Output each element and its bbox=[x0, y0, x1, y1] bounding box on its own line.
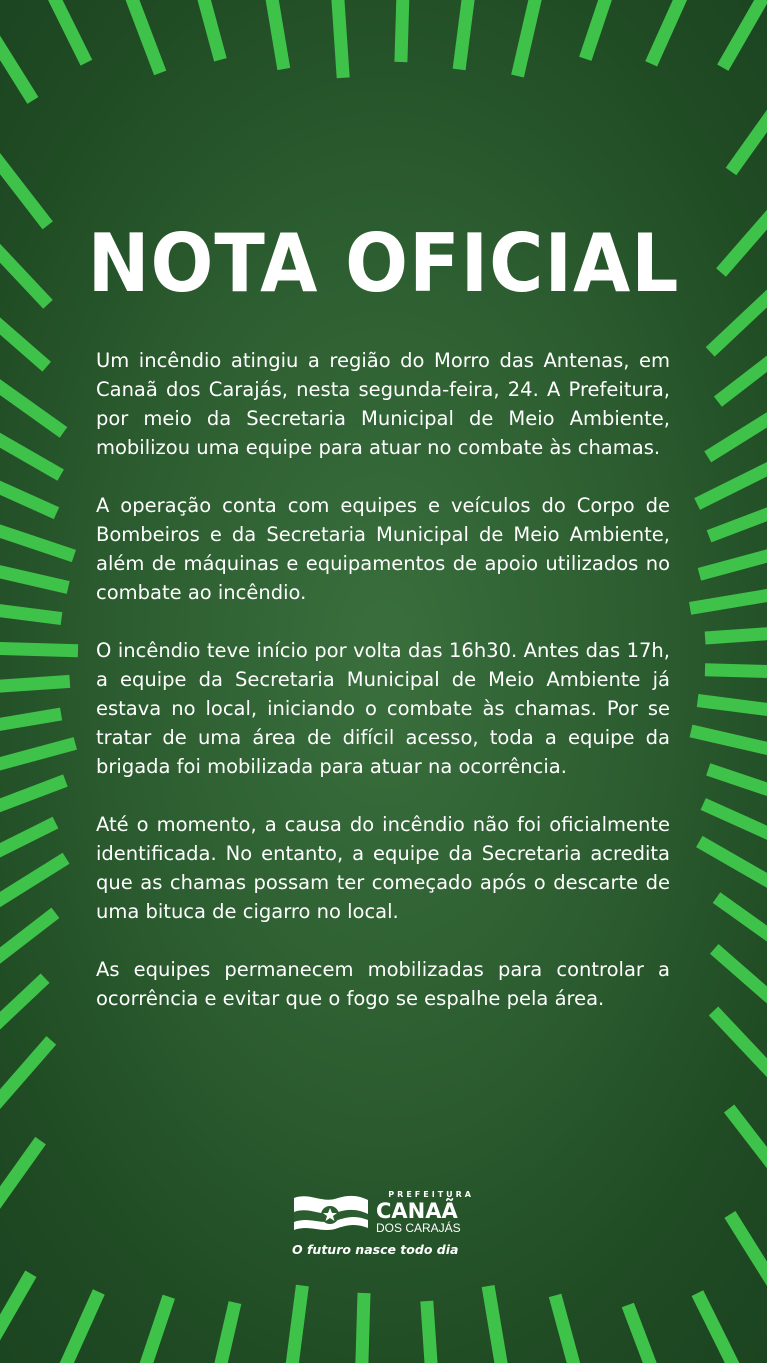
ray-dash bbox=[697, 1293, 741, 1363]
ray-dash bbox=[269, 0, 284, 69]
ray-dash bbox=[731, 105, 767, 172]
ray-dash bbox=[0, 823, 56, 860]
ray-dash bbox=[714, 1011, 767, 1082]
ray-dash bbox=[651, 0, 688, 64]
ray-dash bbox=[337, 0, 344, 78]
ray-dash bbox=[0, 480, 57, 514]
ray-dash bbox=[217, 1303, 235, 1363]
ray-dash bbox=[459, 0, 471, 69]
paragraph-1: Um incêndio atingiu a região do Morro das Antenas, em Canaã dos Carajás, nesta segunda-feira, 24. A Prefeitura, por meio da Secretaria Municipal de Meio Ambiente, mobilizou uma equipe para atuar no combate às chamas. bbox=[96, 349, 670, 459]
ray-dash bbox=[290, 1286, 303, 1363]
ray-dash bbox=[708, 409, 767, 457]
ray-dash bbox=[691, 731, 767, 753]
ray-dash bbox=[717, 898, 767, 946]
ray-dash bbox=[0, 978, 45, 1034]
ray-dash bbox=[125, 0, 160, 73]
paragraph-3: O incêndio teve início por volta das 16h30. Antes das 17h, a equipe da Secretaria Municipal de Meio Ambiente já estava no local, iniciando o combate às chamas. Por se tratar de uma área de difícil acesso, toda a equipe da brigada foi mobilizada para atuar na ocorrência. bbox=[96, 639, 670, 778]
ray-dash bbox=[518, 0, 540, 76]
ray-dash bbox=[46, 0, 86, 63]
logo-subname: DOS CARAJÁS bbox=[376, 1221, 461, 1235]
ray-dash bbox=[585, 0, 611, 59]
ray-dash bbox=[0, 781, 65, 813]
ray-dash bbox=[690, 592, 767, 608]
ray-dash bbox=[0, 31, 33, 101]
ray-dash bbox=[709, 507, 767, 536]
ray-dash bbox=[0, 313, 47, 367]
ray-dash bbox=[628, 1305, 657, 1363]
ray-dash bbox=[0, 1040, 51, 1114]
logo-name: CANAÃ bbox=[376, 1199, 458, 1223]
ray-dash bbox=[729, 1109, 767, 1174]
ray-dash bbox=[401, 0, 404, 62]
ray-dash bbox=[0, 525, 74, 556]
ray-dash bbox=[705, 632, 767, 638]
ray-dash bbox=[0, 913, 55, 968]
ray-dash bbox=[0, 376, 64, 433]
ray-dash bbox=[0, 148, 48, 226]
logo-prefix: PREFEITURA bbox=[388, 1190, 474, 1199]
ray-dash bbox=[723, 0, 767, 68]
ray-dash bbox=[714, 949, 767, 1008]
ray-dash bbox=[708, 769, 767, 795]
logo-tagline: O futuro nasce todo dia bbox=[292, 1242, 459, 1257]
ray-dash bbox=[0, 1274, 31, 1345]
ray-dash bbox=[699, 842, 767, 891]
ray-dash bbox=[427, 1301, 433, 1363]
ray-dash bbox=[703, 804, 767, 841]
flag-star-icon bbox=[292, 1190, 370, 1238]
paragraph-2: A operação conta com equipes e veículos do Corpo de Bombeiros e da Secretaria Municipal de Meio Ambiente, além de máquinas e equipamentos de apoio utilizados no combate ao incêndio. bbox=[96, 494, 670, 604]
paragraph-5: As equipes permanecem mobilizadas para controlar a ocorrência e evitar que o fogo se espalhe pela área. bbox=[96, 958, 670, 1010]
ray-dash bbox=[730, 1214, 767, 1290]
paragraph-4: Até o momento, a causa do incêndio não foi oficialmente identificada. No entanto, a equipe da Secretaria acredita que as chamas possam ter começado após o descarte de uma bituca de cigarro no local. bbox=[96, 813, 670, 923]
ray-dash bbox=[705, 670, 767, 672]
page-title: NOTA OFICIAL bbox=[87, 217, 680, 311]
ray-dash bbox=[718, 352, 767, 402]
official-note-body bbox=[96, 346, 670, 1042]
prefeitura-logo bbox=[292, 1188, 476, 1266]
ray-dash bbox=[361, 1293, 364, 1363]
ray-dash bbox=[140, 1297, 169, 1363]
ray-dash bbox=[0, 648, 78, 651]
ray-dash bbox=[697, 460, 767, 504]
ray-dash bbox=[0, 430, 61, 475]
ray-dash bbox=[0, 567, 68, 587]
ray-dash bbox=[59, 1292, 99, 1363]
ray-dash bbox=[555, 1295, 579, 1363]
ray-dash bbox=[0, 714, 61, 728]
ray-dash bbox=[199, 0, 220, 60]
ray-dash bbox=[0, 743, 75, 769]
ray-dash bbox=[699, 551, 767, 575]
ray-dash bbox=[0, 1141, 41, 1214]
ray-dash bbox=[698, 701, 767, 713]
ray-dash bbox=[488, 1286, 504, 1363]
ray-dash bbox=[0, 608, 62, 619]
ray-dash bbox=[0, 681, 70, 687]
ray-dash bbox=[0, 858, 66, 910]
